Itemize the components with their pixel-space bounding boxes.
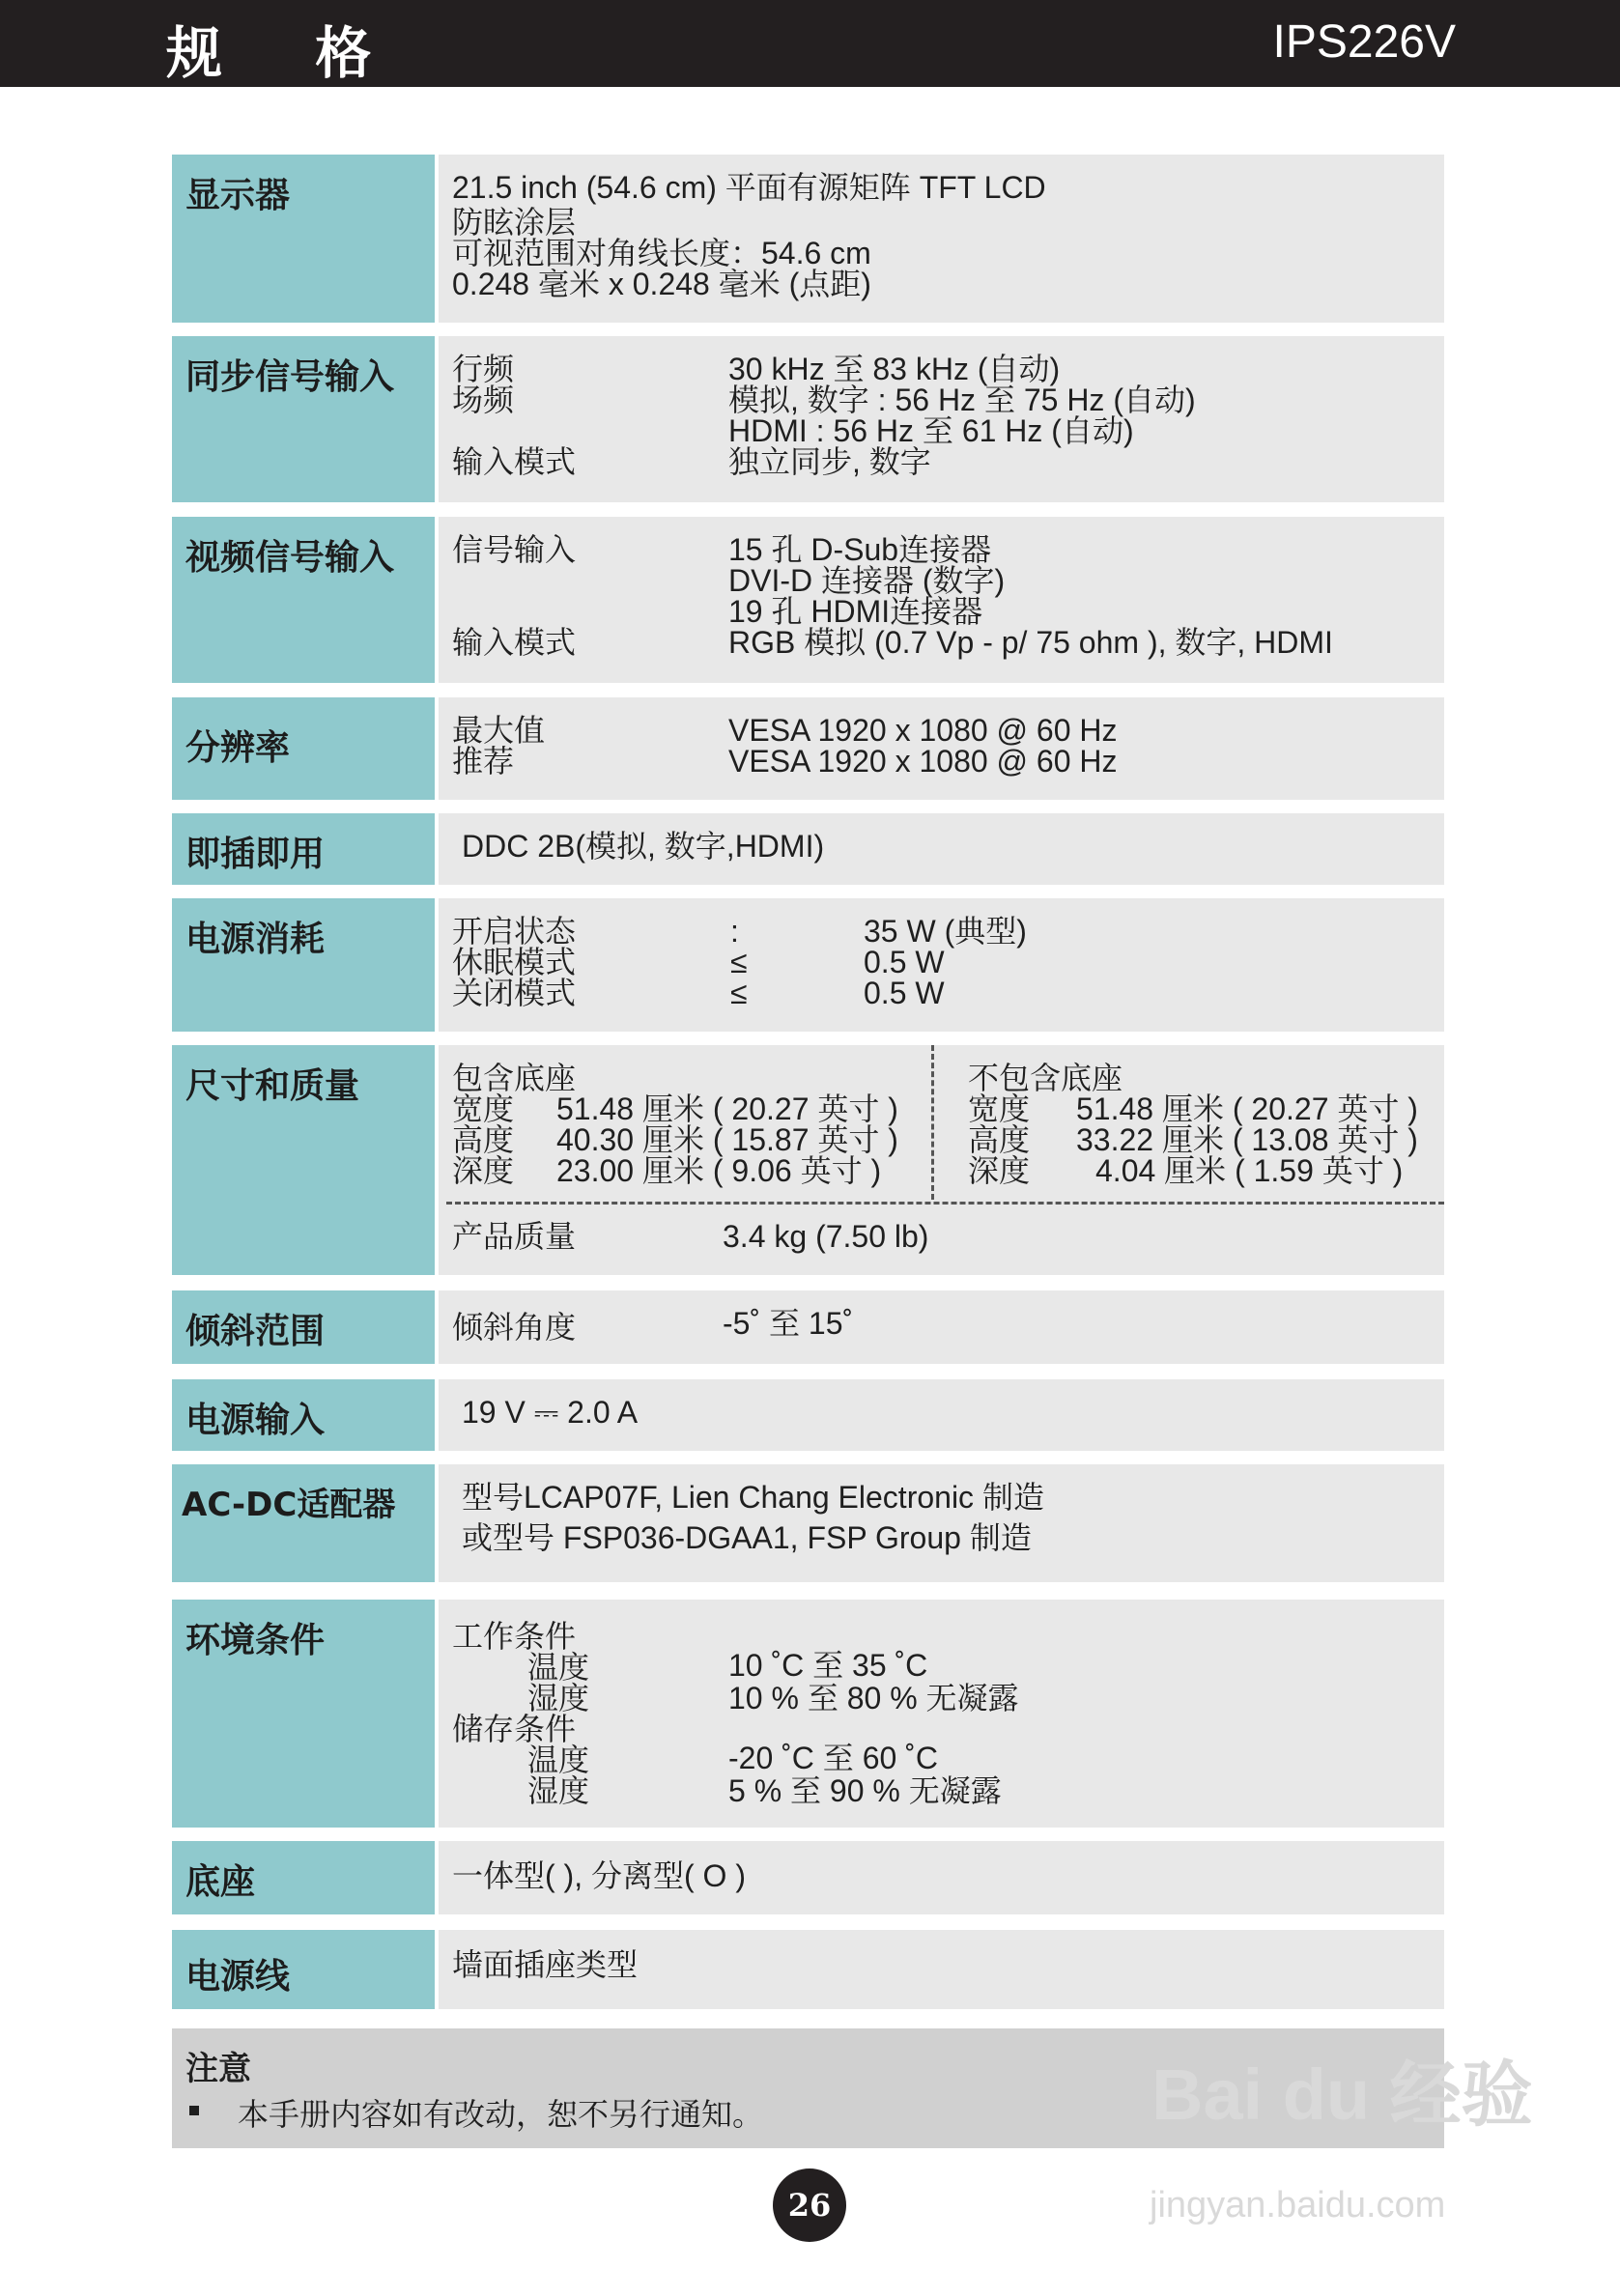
spec-symbol: :: [730, 914, 739, 949]
spec-value-text: VESA 1920 x 1080 @ 60 Hz: [728, 744, 1118, 779]
spec-label: 尺寸和质量: [172, 1045, 435, 1275]
spec-key: 工作条件: [452, 1619, 577, 1654]
spec-value-text: RGB 模拟 (0.7 Vp - p/ 75 ohm ), 数字, HDMI: [728, 625, 1333, 660]
spec-key: 温度: [527, 1650, 590, 1685]
spec-value-text: 23.00 厘米 ( 9.06 英寸 ): [556, 1153, 882, 1188]
spec-key: 开启状态: [452, 914, 577, 949]
spec-row-adapter: [172, 1464, 1444, 1582]
spec-value-text: 或型号 FSP036-DGAA1, FSP Group 制造: [462, 1520, 1032, 1555]
with-stand-title: 包含底座: [452, 1061, 577, 1095]
display-line: 0.248 毫米 x 0.248 毫米 (点距): [452, 267, 871, 301]
model-name: IPS226V: [1272, 16, 1456, 68]
column-divider: [931, 1045, 934, 1200]
spec-row-stand: [172, 1841, 1444, 1914]
spec-value-text: 10 ˚C 至 35 ˚C: [728, 1648, 928, 1683]
spec-label: AC-DC适配器: [172, 1464, 435, 1582]
spec-value: [439, 1045, 1444, 1275]
spec-row-sync: [172, 336, 1444, 502]
spec-row-resolution: [172, 697, 1444, 800]
row-divider: [446, 1202, 1444, 1205]
spec-value-text: VESA 1920 x 1080 @ 60 Hz: [728, 713, 1118, 748]
page-number: 26: [773, 2168, 846, 2242]
spec-key: 输入模式: [452, 444, 577, 479]
spec-value: [439, 1841, 1444, 1914]
spec-key: 休眠模式: [452, 945, 577, 979]
spec-key: 宽度: [968, 1091, 1031, 1126]
spec-value-text: -5˚ 至 15˚: [723, 1306, 854, 1341]
spec-key: 深度: [968, 1153, 1031, 1188]
spec-value-text: -20 ˚C 至 60 ˚C: [728, 1741, 938, 1775]
spec-value-text: 一体型( ), 分离型( O ): [452, 1858, 746, 1893]
spec-row-power-consumption: [172, 898, 1444, 1032]
spec-value: [439, 1464, 1444, 1582]
spec-row-tilt: [172, 1290, 1444, 1364]
spec-key: 湿度: [527, 1773, 590, 1808]
spec-row-display: [172, 155, 1444, 323]
page-title: 规 格: [166, 20, 409, 86]
spec-symbol: ≤: [730, 976, 748, 1010]
spec-value: [439, 1600, 1444, 1828]
spec-symbol: ≤: [730, 945, 748, 979]
spec-row-power-cord: [172, 1930, 1444, 2009]
spec-value-text: 19 V ⎓ 2.0 A: [462, 1395, 639, 1430]
spec-label: 分辨率: [172, 697, 435, 800]
spec-label: 底座: [172, 1841, 435, 1914]
spec-value-text: 40.30 厘米 ( 15.87 英寸 ): [556, 1122, 898, 1157]
spec-value-text: 51.48 厘米 ( 20.27 英寸 ): [1076, 1091, 1418, 1126]
watermark-url: jingyan.baidu.com: [1150, 2185, 1446, 2225]
spec-label: 倾斜范围: [172, 1290, 435, 1364]
spec-key: 输入模式: [452, 625, 577, 660]
note-text: 本手册内容如有改动，恕不另行通知。: [238, 2096, 764, 2133]
spec-label: 同步信号输入: [172, 336, 435, 502]
spec-key: 宽度: [452, 1091, 515, 1126]
spec-key: 倾斜角度: [452, 1310, 577, 1345]
spec-value-text: 3.4 kg (7.50 lb): [723, 1219, 929, 1254]
spec-value-text: 0.5 W: [864, 976, 945, 1010]
spec-label: 即插即用: [172, 813, 435, 885]
spec-value-text: 15 孔 D-Sub连接器: [728, 532, 992, 567]
spec-key: 场频: [452, 383, 515, 417]
spec-key: 深度: [452, 1153, 515, 1188]
spec-key: 湿度: [527, 1681, 590, 1715]
spec-label: 电源消耗: [172, 898, 435, 1032]
spec-row-plug-and-play: [172, 813, 1444, 885]
spec-value-text: 10 % 至 80 % 无凝露: [728, 1681, 1019, 1715]
spec-value-text: 4.04 厘米 ( 1.59 英寸 ): [1095, 1153, 1404, 1188]
spec-label: 显示器: [172, 155, 435, 323]
spec-value-text: 墙面插座类型: [452, 1947, 639, 1982]
spec-label: 视频信号输入: [172, 517, 435, 683]
spec-key: 储存条件: [452, 1712, 577, 1746]
spec-value-text: 30 kHz 至 83 kHz (自动): [728, 352, 1061, 386]
spec-row-power-input: [172, 1379, 1444, 1451]
spec-value: [439, 1290, 1444, 1364]
spec-label: 电源输入: [172, 1379, 435, 1451]
without-stand-title: 不包含底座: [968, 1061, 1123, 1095]
spec-key: 行频: [452, 352, 515, 386]
spec-label: 环境条件: [172, 1600, 435, 1828]
header-bar: [0, 0, 1620, 87]
spec-value: [439, 697, 1444, 800]
display-line: 可视范围对角线长度：54.6 cm: [452, 236, 871, 270]
spec-row-dimensions: [172, 1045, 1444, 1275]
spec-value: [439, 1930, 1444, 2009]
spec-row-video: [172, 517, 1444, 683]
spec-key: 高度: [968, 1122, 1031, 1157]
spec-value: [439, 155, 1444, 323]
spec-value-text: 5 % 至 90 % 无凝露: [728, 1773, 1002, 1808]
spec-value-text: 33.22 厘米 ( 13.08 英寸 ): [1076, 1122, 1418, 1157]
spec-value: [439, 1379, 1444, 1451]
note-title: 注意: [185, 2050, 251, 2088]
spec-value-text: 35 W (典型): [864, 914, 1027, 949]
spec-value: [439, 517, 1444, 683]
spec-value-text: HDMI : 56 Hz 至 61 Hz (自动): [728, 413, 1134, 448]
spec-key: 高度: [452, 1122, 515, 1157]
spec-key: 温度: [527, 1743, 590, 1777]
spec-value: [439, 898, 1444, 1032]
spec-value: [439, 813, 1444, 885]
bullet-icon: [189, 2106, 199, 2115]
spec-row-environment: [172, 1600, 1444, 1828]
spec-value-text: 型号LCAP07F, Lien Chang Electronic 制造: [462, 1480, 1044, 1515]
spec-value-text: 51.48 厘米 ( 20.27 英寸 ): [556, 1091, 898, 1126]
watermark-logo: Bai du 经验: [1151, 2055, 1533, 2135]
spec-value-text: 19 孔 HDMI连接器: [728, 594, 983, 629]
spec-key: 推荐: [452, 744, 515, 779]
display-line: 防眩涂层: [452, 205, 577, 240]
spec-key: 关闭模式: [452, 976, 577, 1010]
spec-value-text: 0.5 W: [864, 945, 945, 979]
spec-value-text: 模拟, 数字 : 56 Hz 至 75 Hz (自动): [728, 383, 1196, 417]
spec-label: 电源线: [172, 1930, 435, 2009]
spec-key: 信号输入: [452, 532, 577, 567]
spec-value-text: DDC 2B(模拟, 数字,HDMI): [462, 829, 825, 864]
spec-value-text: 独立同步, 数字: [728, 444, 931, 479]
display-line: 21.5 inch (54.6 cm) 平面有源矩阵 TFT LCD: [452, 170, 1046, 205]
spec-value: [439, 336, 1444, 502]
spec-value-text: DVI-D 连接器 (数字): [728, 563, 1006, 598]
spec-key: 最大值: [452, 713, 546, 748]
spec-key: 产品质量: [452, 1219, 577, 1254]
